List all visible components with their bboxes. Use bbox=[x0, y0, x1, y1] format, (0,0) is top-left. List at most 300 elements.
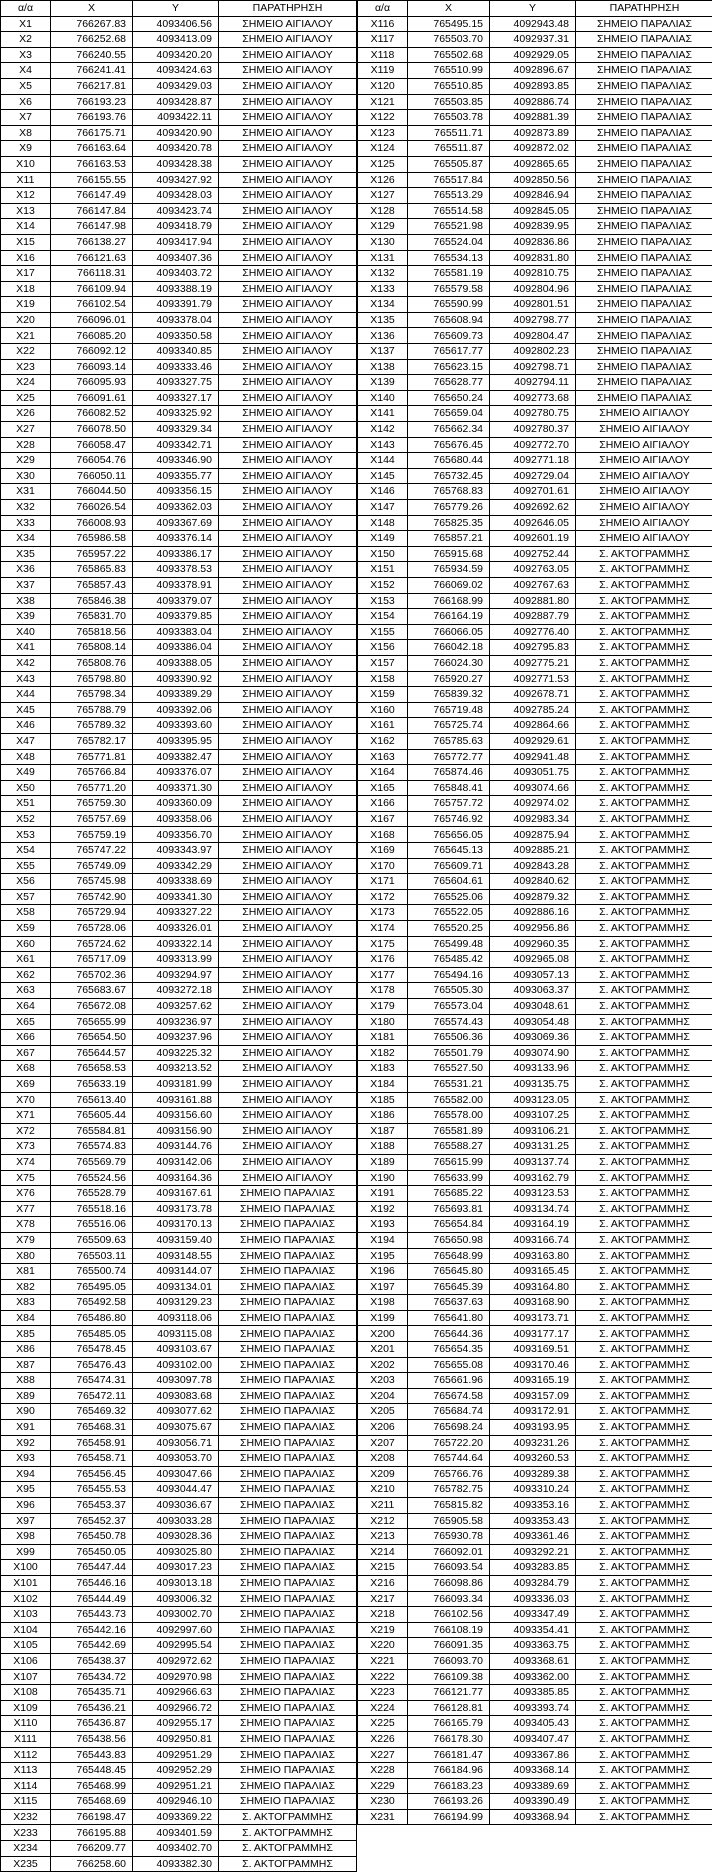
x-cell: 765655.99 bbox=[51, 1014, 133, 1030]
y-cell: 4093013.18 bbox=[133, 1575, 219, 1591]
remark-cell: ΣΗΜΕΙΟ ΑΙΓΙΑΛΟΥ bbox=[219, 110, 357, 126]
y-cell: 4093342.71 bbox=[133, 437, 219, 453]
y-cell: 4093388.19 bbox=[133, 281, 219, 297]
y-cell: 4093353.16 bbox=[490, 1498, 576, 1514]
table-row bbox=[1, 281, 357, 297]
table-row bbox=[1, 921, 357, 937]
y-cell: 4093159.40 bbox=[133, 1232, 219, 1248]
y-cell: 4092692.62 bbox=[490, 500, 576, 516]
remark-cell: ΣΗΜΕΙΟ ΑΙΓΙΑΛΟΥ bbox=[219, 546, 357, 562]
y-cell: 4093165.45 bbox=[490, 1264, 576, 1280]
y-cell: 4093097.78 bbox=[133, 1373, 219, 1389]
remark-cell: Σ. ΑΚΤΟΓΡΑΜΜΗΣ bbox=[576, 765, 712, 781]
table-row bbox=[1, 577, 357, 593]
point-id-cell: X29 bbox=[1, 453, 51, 469]
table-row bbox=[1, 437, 357, 453]
y-cell: 4092850.56 bbox=[490, 172, 576, 188]
y-cell: 4093376.14 bbox=[133, 531, 219, 547]
remark-cell: ΣΗΜΕΙΟ ΠΑΡΑΛΙΑΣ bbox=[576, 63, 712, 79]
remark-cell: Σ. ΑΚΤΟΓΡΑΜΜΗΣ bbox=[576, 1342, 712, 1358]
remark-cell: Σ. ΑΚΤΟΓΡΑΜΜΗΣ bbox=[219, 1825, 357, 1841]
point-id-cell: X7 bbox=[1, 110, 51, 126]
x-cell: 765505.30 bbox=[408, 983, 490, 999]
point-id-cell: X129 bbox=[358, 219, 408, 235]
y-cell: 4093367.69 bbox=[133, 515, 219, 531]
point-id-cell: X119 bbox=[358, 63, 408, 79]
remark-cell: Σ. ΑΚΤΟΓΡΑΜΜΗΣ bbox=[576, 1466, 712, 1482]
x-cell: 766044.50 bbox=[51, 484, 133, 500]
table-row bbox=[358, 141, 712, 157]
remark-cell: ΣΗΜΕΙΟ ΑΙΓΙΑΛΟΥ bbox=[219, 531, 357, 547]
remark-cell: ΣΗΜΕΙΟ ΠΑΡΑΛΙΑΣ bbox=[219, 1404, 357, 1420]
point-id-cell: X223 bbox=[358, 1685, 408, 1701]
table-row bbox=[358, 297, 712, 313]
y-cell: 4093368.94 bbox=[490, 1809, 576, 1825]
point-id-cell: X97 bbox=[1, 1513, 51, 1529]
point-id-cell: X48 bbox=[1, 749, 51, 765]
y-cell: 4093368.61 bbox=[490, 1653, 576, 1669]
point-id-cell: X13 bbox=[1, 203, 51, 219]
x-cell: 765659.04 bbox=[408, 406, 490, 422]
x-cell: 765495.05 bbox=[51, 1279, 133, 1295]
x-cell: 765724.62 bbox=[51, 936, 133, 952]
point-id-cell: X151 bbox=[358, 562, 408, 578]
remark-cell: Σ. ΑΚΤΟΓΡΑΜΜΗΣ bbox=[576, 1700, 712, 1716]
point-id-cell: X76 bbox=[1, 1186, 51, 1202]
table-row bbox=[1, 1373, 357, 1389]
table-row bbox=[358, 1201, 712, 1217]
table-row bbox=[1, 297, 357, 313]
table-row bbox=[1, 1856, 357, 1872]
y-cell: 4092952.29 bbox=[133, 1763, 219, 1779]
remark-cell: Σ. ΑΚΤΟΓΡΑΜΜΗΣ bbox=[576, 1388, 712, 1404]
remark-cell: Σ. ΑΚΤΟΓΡΑΜΜΗΣ bbox=[576, 749, 712, 765]
y-cell: 4093164.19 bbox=[490, 1217, 576, 1233]
table-row bbox=[358, 32, 712, 48]
x-cell: 765654.35 bbox=[408, 1342, 490, 1358]
x-cell: 765825.35 bbox=[408, 515, 490, 531]
point-id-cell: X224 bbox=[358, 1700, 408, 1716]
point-id-cell: X36 bbox=[1, 562, 51, 578]
y-cell: 4093294.97 bbox=[133, 967, 219, 983]
remark-cell: Σ. ΑΚΤΟΓΡΑΜΜΗΣ bbox=[576, 718, 712, 734]
y-cell: 4092804.47 bbox=[490, 328, 576, 344]
point-id-cell: X191 bbox=[358, 1186, 408, 1202]
y-cell: 4093166.74 bbox=[490, 1232, 576, 1248]
y-cell: 4093347.49 bbox=[490, 1607, 576, 1623]
table-row bbox=[358, 1435, 712, 1451]
remark-cell: Σ. ΑΚΤΟΓΡΑΜΜΗΣ bbox=[576, 1560, 712, 1576]
table-row bbox=[1, 562, 357, 578]
y-cell: 4092966.63 bbox=[133, 1685, 219, 1701]
y-cell: 4093260.53 bbox=[490, 1451, 576, 1467]
remark-cell: Σ. ΑΚΤΟΓΡΑΜΜΗΣ bbox=[576, 1154, 712, 1170]
point-id-cell: X147 bbox=[358, 500, 408, 516]
remark-cell: ΣΗΜΕΙΟ ΠΑΡΑΛΙΑΣ bbox=[219, 1622, 357, 1638]
point-id-cell: X32 bbox=[1, 500, 51, 516]
x-cell: 765865.83 bbox=[51, 562, 133, 578]
table-row bbox=[358, 203, 712, 219]
x-cell: 766147.98 bbox=[51, 219, 133, 235]
remark-cell: Σ. ΑΚΤΟΓΡΑΜΜΗΣ bbox=[576, 593, 712, 609]
y-cell: 4093336.03 bbox=[490, 1591, 576, 1607]
remark-cell: ΣΗΜΕΙΟ ΑΙΓΙΑΛΟΥ bbox=[219, 1014, 357, 1030]
x-cell: 766121.77 bbox=[408, 1685, 490, 1701]
table-row bbox=[358, 1170, 712, 1186]
x-cell: 765645.39 bbox=[408, 1279, 490, 1295]
table-row bbox=[1, 344, 357, 360]
y-cell: 4093284.79 bbox=[490, 1575, 576, 1591]
table-row bbox=[1, 1638, 357, 1654]
point-id-cell: X133 bbox=[358, 281, 408, 297]
table-row bbox=[358, 1139, 712, 1155]
y-cell: 4093313.99 bbox=[133, 952, 219, 968]
y-cell: 4092701.61 bbox=[490, 484, 576, 500]
x-cell: 765456.45 bbox=[51, 1466, 133, 1482]
point-id-cell: X214 bbox=[358, 1544, 408, 1560]
x-cell: 765581.89 bbox=[408, 1123, 490, 1139]
remark-cell: ΣΗΜΕΙΟ ΑΙΓΙΑΛΟΥ bbox=[219, 78, 357, 94]
y-cell: 4093353.43 bbox=[490, 1513, 576, 1529]
point-id-cell: X105 bbox=[1, 1638, 51, 1654]
point-id-cell: X49 bbox=[1, 765, 51, 781]
remark-cell: ΣΗΜΕΙΟ ΠΑΡΑΛΙΑΣ bbox=[219, 1607, 357, 1623]
table-row bbox=[1, 172, 357, 188]
y-cell: 4093074.66 bbox=[490, 780, 576, 796]
table-row bbox=[358, 500, 712, 516]
table-row bbox=[358, 250, 712, 266]
remark-cell: ΣΗΜΕΙΟ ΑΙΓΙΑΛΟΥ bbox=[219, 390, 357, 406]
y-cell: 4093427.92 bbox=[133, 172, 219, 188]
point-id-cell: X83 bbox=[1, 1295, 51, 1311]
y-cell: 4092943.48 bbox=[490, 16, 576, 32]
table-row bbox=[1, 1123, 357, 1139]
x-cell: 766121.63 bbox=[51, 250, 133, 266]
remark-cell: Σ. ΑΚΤΟΓΡΑΜΜΗΣ bbox=[576, 1420, 712, 1436]
x-cell: 766209.77 bbox=[51, 1841, 133, 1857]
x-cell: 765514.58 bbox=[408, 203, 490, 219]
remark-cell: ΣΗΜΕΙΟ ΠΑΡΑΛΙΑΣ bbox=[219, 1310, 357, 1326]
remark-cell: ΣΗΜΕΙΟ ΠΑΡΑΛΙΑΣ bbox=[576, 78, 712, 94]
point-id-cell: X157 bbox=[358, 655, 408, 671]
remark-cell: ΣΗΜΕΙΟ ΠΑΡΑΛΙΑΣ bbox=[219, 1716, 357, 1732]
table-row bbox=[1, 1310, 357, 1326]
remark-cell: ΣΗΜΕΙΟ ΠΑΡΑΛΙΑΣ bbox=[576, 266, 712, 282]
table-row bbox=[1, 1653, 357, 1669]
x-cell: 766165.79 bbox=[408, 1716, 490, 1732]
x-cell: 765444.49 bbox=[51, 1591, 133, 1607]
table-row bbox=[358, 1622, 712, 1638]
point-id-cell: X127 bbox=[358, 188, 408, 204]
table-row bbox=[1, 422, 357, 438]
point-id-cell: X110 bbox=[1, 1716, 51, 1732]
point-id-cell: X202 bbox=[358, 1357, 408, 1373]
x-cell: 765655.08 bbox=[408, 1357, 490, 1373]
table-row bbox=[1, 1045, 357, 1061]
remark-cell: ΣΗΜΕΙΟ ΑΙΓΙΑΛΟΥ bbox=[219, 375, 357, 391]
remark-cell: Σ. ΑΚΤΟΓΡΑΜΜΗΣ bbox=[576, 1139, 712, 1155]
y-cell: 4092798.77 bbox=[490, 312, 576, 328]
y-cell: 4092886.16 bbox=[490, 905, 576, 921]
remark-cell: ΣΗΜΕΙΟ ΠΑΡΑΛΙΑΣ bbox=[219, 1669, 357, 1685]
x-cell: 765717.09 bbox=[51, 952, 133, 968]
y-cell: 4093360.09 bbox=[133, 796, 219, 812]
point-id-cell: X175 bbox=[358, 936, 408, 952]
remark-cell: ΣΗΜΕΙΟ ΠΑΡΑΛΙΑΣ bbox=[219, 1357, 357, 1373]
point-id-cell: X43 bbox=[1, 671, 51, 687]
x-cell: 766069.02 bbox=[408, 577, 490, 593]
remark-cell: ΣΗΜΕΙΟ ΠΑΡΑΛΙΑΣ bbox=[219, 1279, 357, 1295]
table-row bbox=[358, 858, 712, 874]
x-cell: 765915.68 bbox=[408, 546, 490, 562]
table-row bbox=[358, 1232, 712, 1248]
remark-cell: ΣΗΜΕΙΟ ΑΙΓΙΑΛΟΥ bbox=[219, 125, 357, 141]
y-cell: 4092966.72 bbox=[133, 1700, 219, 1716]
point-id-cell: X184 bbox=[358, 1076, 408, 1092]
point-id-cell: X232 bbox=[1, 1809, 51, 1825]
remark-cell: ΣΗΜΕΙΟ ΑΙΓΙΑΛΟΥ bbox=[219, 156, 357, 172]
table-row bbox=[358, 687, 712, 703]
point-id-cell: X230 bbox=[358, 1794, 408, 1810]
y-cell: 4093358.06 bbox=[133, 811, 219, 827]
table-row bbox=[358, 1482, 712, 1498]
y-cell: 4093107.25 bbox=[490, 1108, 576, 1124]
table-row bbox=[1, 858, 357, 874]
table-row bbox=[358, 1217, 712, 1233]
table-row bbox=[1, 796, 357, 812]
x-cell: 766195.88 bbox=[51, 1825, 133, 1841]
y-cell: 4092801.51 bbox=[490, 297, 576, 313]
remark-cell: Σ. ΑΚΤΟΓΡΑΜΜΗΣ bbox=[576, 1076, 712, 1092]
point-id-cell: X88 bbox=[1, 1373, 51, 1389]
point-id-cell: X220 bbox=[358, 1638, 408, 1654]
x-cell: 765683.67 bbox=[51, 983, 133, 999]
y-cell: 4093392.06 bbox=[133, 702, 219, 718]
table-row bbox=[1, 1778, 357, 1794]
point-id-cell: X162 bbox=[358, 733, 408, 749]
x-cell: 766082.52 bbox=[51, 406, 133, 422]
table-row bbox=[358, 453, 712, 469]
y-cell: 4093369.22 bbox=[133, 1809, 219, 1825]
point-id-cell: X90 bbox=[1, 1404, 51, 1420]
table-row bbox=[358, 921, 712, 937]
y-cell: 4093075.67 bbox=[133, 1420, 219, 1436]
point-id-cell: X18 bbox=[1, 281, 51, 297]
remark-cell: ΣΗΜΕΙΟ ΠΑΡΑΛΙΑΣ bbox=[576, 312, 712, 328]
x-cell: 765808.76 bbox=[51, 655, 133, 671]
point-id-cell: X80 bbox=[1, 1248, 51, 1264]
remark-cell: ΣΗΜΕΙΟ ΑΙΓΙΑΛΟΥ bbox=[219, 32, 357, 48]
y-cell: 4093074.90 bbox=[490, 1045, 576, 1061]
y-cell: 4092956.86 bbox=[490, 921, 576, 937]
y-cell: 4092771.53 bbox=[490, 671, 576, 687]
table-row bbox=[358, 1638, 712, 1654]
remark-cell: ΣΗΜΕΙΟ ΑΙΓΙΑΛΟΥ bbox=[219, 203, 357, 219]
y-cell: 4093048.61 bbox=[490, 999, 576, 1015]
remark-cell: Σ. ΑΚΤΟΓΡΑΜΜΗΣ bbox=[576, 1435, 712, 1451]
table-row bbox=[1, 1825, 357, 1841]
remark-cell: Σ. ΑΚΤΟΓΡΑΜΜΗΣ bbox=[576, 1217, 712, 1233]
y-cell: 4092951.29 bbox=[133, 1747, 219, 1763]
table-row bbox=[1, 1498, 357, 1514]
x-cell: 765839.32 bbox=[408, 687, 490, 703]
y-cell: 4093378.91 bbox=[133, 577, 219, 593]
table-row bbox=[1, 1716, 357, 1732]
point-id-cell: X150 bbox=[358, 546, 408, 562]
remark-cell: ΣΗΜΕΙΟ ΑΙΓΙΑΛΟΥ bbox=[219, 999, 357, 1015]
point-id-cell: X217 bbox=[358, 1591, 408, 1607]
table-row bbox=[358, 749, 712, 765]
x-cell: 766092.01 bbox=[408, 1544, 490, 1560]
y-cell: 4092810.75 bbox=[490, 266, 576, 282]
remark-cell: Σ. ΑΚΤΟΓΡΑΜΜΗΣ bbox=[576, 1591, 712, 1607]
point-id-cell: X176 bbox=[358, 952, 408, 968]
y-cell: 4093237.96 bbox=[133, 1030, 219, 1046]
remark-cell: ΣΗΜΕΙΟ ΠΑΡΑΛΙΑΣ bbox=[576, 172, 712, 188]
table-row bbox=[1, 967, 357, 983]
remark-cell: Σ. ΑΚΤΟΓΡΑΜΜΗΣ bbox=[576, 1014, 712, 1030]
y-cell: 4092646.05 bbox=[490, 515, 576, 531]
point-id-cell: X51 bbox=[1, 796, 51, 812]
x-cell: 765485.42 bbox=[408, 952, 490, 968]
point-id-cell: X227 bbox=[358, 1747, 408, 1763]
remark-cell: ΣΗΜΕΙΟ ΠΑΡΑΛΙΑΣ bbox=[219, 1747, 357, 1763]
x-cell: 765745.98 bbox=[51, 874, 133, 890]
table-row bbox=[358, 63, 712, 79]
remark-cell: ΣΗΜΕΙΟ ΠΑΡΑΛΙΑΣ bbox=[219, 1248, 357, 1264]
remark-cell: ΣΗΜΕΙΟ ΑΙΓΙΑΛΟΥ bbox=[576, 484, 712, 500]
remark-cell: ΣΗΜΕΙΟ ΑΙΓΙΑΛΟΥ bbox=[219, 172, 357, 188]
remark-cell: ΣΗΜΕΙΟ ΠΑΡΑΛΙΑΣ bbox=[219, 1731, 357, 1747]
point-id-cell: X102 bbox=[1, 1591, 51, 1607]
remark-cell: Σ. ΑΚΤΟΓΡΑΜΜΗΣ bbox=[576, 1685, 712, 1701]
x-cell: 765442.16 bbox=[51, 1622, 133, 1638]
column-header-y: Y bbox=[133, 1, 219, 17]
remark-cell: Σ. ΑΚΤΟΓΡΑΜΜΗΣ bbox=[219, 1841, 357, 1857]
y-cell: 4093386.17 bbox=[133, 546, 219, 562]
y-cell: 4092881.39 bbox=[490, 110, 576, 126]
table-row bbox=[358, 375, 712, 391]
remark-cell: Σ. ΑΚΤΟΓΡΑΜΜΗΣ bbox=[576, 1498, 712, 1514]
table-row bbox=[1, 546, 357, 562]
x-cell: 765510.85 bbox=[408, 78, 490, 94]
remark-cell: ΣΗΜΕΙΟ ΠΑΡΑΛΙΑΣ bbox=[576, 110, 712, 126]
table-row bbox=[1, 843, 357, 859]
remark-cell: Σ. ΑΚΤΟΓΡΑΜΜΗΣ bbox=[576, 1607, 712, 1623]
remark-cell: ΣΗΜΕΙΟ ΑΙΓΙΑΛΟΥ bbox=[219, 874, 357, 890]
y-cell: 4092893.85 bbox=[490, 78, 576, 94]
point-id-cell: X222 bbox=[358, 1669, 408, 1685]
point-id-cell: X2 bbox=[1, 32, 51, 48]
table-row bbox=[358, 1310, 712, 1326]
remark-cell: ΣΗΜΕΙΟ ΑΙΓΙΑΛΟΥ bbox=[219, 609, 357, 625]
x-cell: 766241.41 bbox=[51, 63, 133, 79]
remark-cell: Σ. ΑΚΤΟΓΡΑΜΜΗΣ bbox=[576, 1279, 712, 1295]
y-cell: 4093354.41 bbox=[490, 1622, 576, 1638]
x-cell: 765453.37 bbox=[51, 1498, 133, 1514]
point-id-cell: X203 bbox=[358, 1373, 408, 1389]
y-cell: 4092995.54 bbox=[133, 1638, 219, 1654]
table-row bbox=[1, 515, 357, 531]
x-cell: 765468.99 bbox=[51, 1778, 133, 1794]
y-cell: 4093165.19 bbox=[490, 1373, 576, 1389]
x-cell: 766092.12 bbox=[51, 344, 133, 360]
x-cell: 765534.13 bbox=[408, 250, 490, 266]
table-row bbox=[1, 1700, 357, 1716]
x-cell: 765605.44 bbox=[51, 1108, 133, 1124]
point-id-cell: X167 bbox=[358, 811, 408, 827]
x-cell: 765693.81 bbox=[408, 1201, 490, 1217]
y-cell: 4093173.71 bbox=[490, 1310, 576, 1326]
x-cell: 766098.86 bbox=[408, 1575, 490, 1591]
table-row bbox=[358, 1716, 712, 1732]
table-row bbox=[1, 624, 357, 640]
y-cell: 4092929.61 bbox=[490, 733, 576, 749]
point-id-cell: X39 bbox=[1, 609, 51, 625]
remark-cell: ΣΗΜΕΙΟ ΑΙΓΙΑΛΟΥ bbox=[576, 406, 712, 422]
point-id-cell: X231 bbox=[358, 1809, 408, 1825]
remark-cell: Σ. ΑΚΤΟΓΡΑΜΜΗΣ bbox=[576, 1232, 712, 1248]
point-id-cell: X28 bbox=[1, 437, 51, 453]
point-id-cell: X179 bbox=[358, 999, 408, 1015]
table-row bbox=[1, 1092, 357, 1108]
remark-cell: Σ. ΑΚΤΟΓΡΑΜΜΗΣ bbox=[576, 546, 712, 562]
point-id-cell: X166 bbox=[358, 796, 408, 812]
remark-cell: ΣΗΜΕΙΟ ΑΙΓΙΑΛΟΥ bbox=[576, 500, 712, 516]
table-row bbox=[1, 1669, 357, 1685]
point-id-cell: X71 bbox=[1, 1108, 51, 1124]
table-row bbox=[1, 250, 357, 266]
remark-cell: ΣΗΜΕΙΟ ΠΑΡΑΛΙΑΣ bbox=[576, 219, 712, 235]
table-row bbox=[1, 749, 357, 765]
point-id-cell: X226 bbox=[358, 1731, 408, 1747]
point-id-cell: X136 bbox=[358, 328, 408, 344]
y-cell: 4093106.21 bbox=[490, 1123, 576, 1139]
remark-cell: ΣΗΜΕΙΟ ΑΙΓΙΑΛΟΥ bbox=[219, 47, 357, 63]
x-cell: 766091.61 bbox=[51, 390, 133, 406]
point-id-cell: X118 bbox=[358, 47, 408, 63]
table-row bbox=[1, 468, 357, 484]
point-id-cell: X98 bbox=[1, 1529, 51, 1545]
table-row bbox=[358, 609, 712, 625]
table-row bbox=[358, 172, 712, 188]
remark-cell: Σ. ΑΚΤΟΓΡΑΜΜΗΣ bbox=[576, 1778, 712, 1794]
x-cell: 766163.53 bbox=[51, 156, 133, 172]
table-row bbox=[1, 655, 357, 671]
table-row bbox=[358, 515, 712, 531]
y-cell: 4092879.32 bbox=[490, 889, 576, 905]
remark-cell: ΣΗΜΕΙΟ ΠΑΡΑΛΙΑΣ bbox=[219, 1529, 357, 1545]
y-cell: 4093173.78 bbox=[133, 1201, 219, 1217]
table-row bbox=[358, 640, 712, 656]
x-cell: 765503.70 bbox=[408, 32, 490, 48]
y-cell: 4093423.74 bbox=[133, 203, 219, 219]
remark-cell: ΣΗΜΕΙΟ ΠΑΡΑΛΙΑΣ bbox=[219, 1451, 357, 1467]
remark-cell: Σ. ΑΚΤΟΓΡΑΜΜΗΣ bbox=[576, 999, 712, 1015]
x-cell: 765732.45 bbox=[408, 468, 490, 484]
y-cell: 4092937.31 bbox=[490, 32, 576, 48]
table-row bbox=[1, 936, 357, 952]
remark-cell: Σ. ΑΚΤΟΓΡΑΜΜΗΣ bbox=[576, 1451, 712, 1467]
remark-cell: ΣΗΜΕΙΟ ΑΙΓΙΑΛΟΥ bbox=[576, 453, 712, 469]
remark-cell: Σ. ΑΚΤΟΓΡΑΜΜΗΣ bbox=[576, 1201, 712, 1217]
point-id-cell: X14 bbox=[1, 219, 51, 235]
remark-cell: ΣΗΜΕΙΟ ΠΑΡΑΛΙΑΣ bbox=[576, 156, 712, 172]
point-id-cell: X94 bbox=[1, 1466, 51, 1482]
remark-cell: ΣΗΜΕΙΟ ΠΑΡΑΛΙΑΣ bbox=[219, 1778, 357, 1794]
remark-cell: Σ. ΑΚΤΟΓΡΑΜΜΗΣ bbox=[576, 1747, 712, 1763]
y-cell: 4093134.01 bbox=[133, 1279, 219, 1295]
